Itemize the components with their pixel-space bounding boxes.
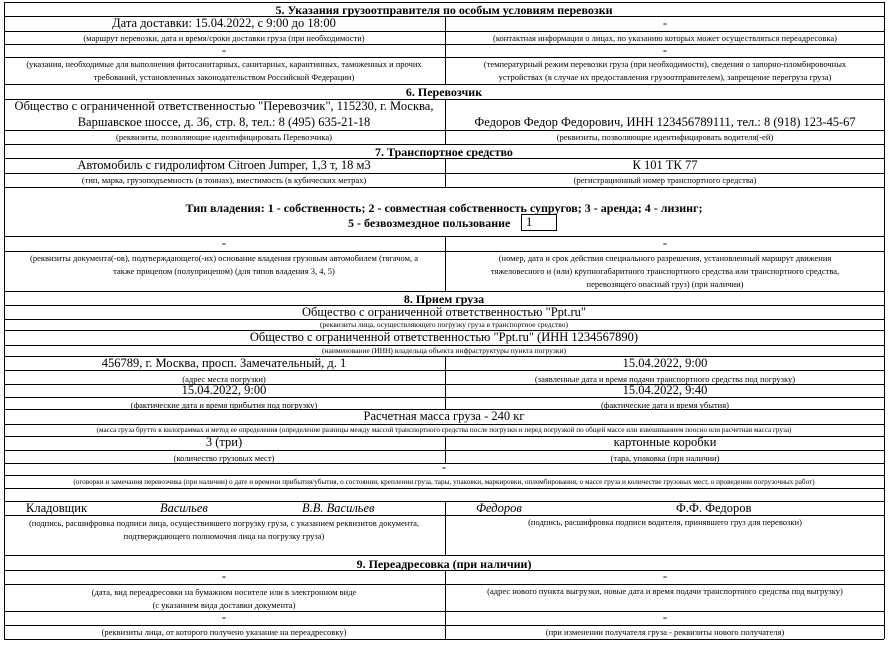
facility-owner-value: Общество с ограниченной ответственностью "Ppt.ru" (ИНН 1234567890) [249,330,639,344]
cargo-places-caption: (количество грузовых мест) [173,453,275,463]
declared-datetime-value: 15.04.2022, 9:00 [622,356,708,370]
special-permit-caption-line: перевозящего опасный груз) (при наличии) [586,279,744,289]
instructions-caption-line: (указания, необходимые для выполнения фитосанитарных, санитарных, карантинных, таможенных и прочих [26,59,422,69]
vehicle-value: Автомобиль с гидролифтом Citroen Jumper, 1,3 т, 18 м3 [77,158,371,172]
carrier-remarks-value: - [441,460,447,474]
column-divider [445,501,446,555]
readdressing-caption-line: (дата, вид переадресовки на бумажном носителе или в электронном виде [91,587,357,597]
divider [4,31,884,32]
column-divider [445,356,446,409]
contact-caption: (контактная информация о лицах, по указанию которых может осуществляться переадресовка) [493,33,837,43]
temperature-caption-line: (температурный режим перевозки груза (при необходимости), сведения о запорно-пломбировочных [483,59,847,69]
loader-caption: (реквизиты лица, осуществляющего погрузку груза в транспортное средство) [320,320,568,329]
column-divider [445,570,446,639]
declared-datetime-caption: (заявленные дата и время подачи транспортного средства под погрузку) [534,374,796,384]
departure-datetime-caption: (фактические дата и время убытия) [601,400,729,410]
section-7-title: 7. Транспортное средство [375,145,513,159]
section-8-title: 8. Прием груза [403,292,485,306]
divider [4,370,884,371]
readdressing-caption [4,586,444,612]
temperature-value: - [662,43,668,57]
new-unloading-address-value: - [662,569,668,583]
carrier-line-1: Общество с ограниченной ответственностью "Перевозчик", 115230, г. Москва, [14,99,434,113]
instructing-person-value: - [221,610,227,624]
carrier-caption: (реквизиты, позволяющие идентифицировать Перевозчика) [116,132,332,142]
instructions-value: - [221,43,227,57]
route-caption: (маршрут перевозки, дата и время/сроки доставки груза (при необходимости) [83,33,365,43]
divider [4,130,884,131]
arrival-datetime-value: 15.04.2022, 9:00 [181,383,267,397]
loader-signature: Васильев [160,501,208,515]
carrier-remarks-caption: (оговорки и замечания перевозчика (при наличии) о дате и времени прибытия/убытия, о состоянии, креплении груза, тары, упаковки, маркировки, опломбирования, о массе груза и количестве грузовых мест, о проведении погрузочных работ) [73,478,815,486]
new-recipient-value: - [662,610,668,624]
loader-signature-caption-line: подтверждающего полномочия лица на погрузку груза) [123,531,325,541]
driver-signature: Федоров [476,501,522,515]
arrival-datetime-caption: (фактические дата и время прибытия под погрузку) [130,400,318,410]
departure-datetime-value: 15.04.2022, 9:40 [622,383,708,397]
divider [4,475,884,476]
special-permit-caption [446,252,884,291]
special-permit-caption-line: (номер, дата и срок действия специального разрешения, установленный маршрут движения [498,253,832,263]
form-bottom-border [4,639,884,640]
packaging-caption: (тара, упаковка (при наличии) [610,453,720,463]
ownership-type-line-2: 5 - безвозмездное пользование [348,216,511,230]
vehicle-caption: (тип, марка, грузоподъемность (в тоннах), вместимость (в кубических метрах) [81,175,367,185]
cargo-places-value: 3 (три) [205,435,243,449]
driver-signature-name: Ф.Ф. Федоров [676,501,752,515]
loader-position: Кладовщик [26,501,88,515]
instructions-caption [4,58,444,84]
loader-signature-caption [4,517,444,543]
loading-address-caption: (адрес места погрузки) [182,374,266,384]
column-divider [445,436,446,463]
divider [4,515,884,516]
column-divider [445,99,446,144]
section-5-title: 5. Указания грузоотправителя по особым условиям перевозки [275,3,613,17]
special-permit-caption-line: тяжеловесного и (или) крупногабаритного транспортного средства или транспортного средства, [490,266,840,276]
form-right-border [884,2,885,639]
new-recipient-caption: (при изменении получателя груза - реквизиты нового получателя) [545,627,785,637]
divider [4,488,884,489]
cargo-mass-value: Расчетная масса груза - 240 кг [363,409,525,423]
column-divider [445,236,446,291]
carrier-line-2: Варшавское шоссе, д. 36, стр. 8, тел.: 8 (495) 635-21-18 [77,115,371,129]
divider [4,555,884,556]
loading-address-value: 456789, г. Москва, просп. Замечательный, д. 1 [101,356,347,370]
divider [4,450,884,451]
plate-caption: (регистрационный номер транспортного средства) [573,175,757,185]
ownership-docs-value: - [221,236,227,250]
driver-signature-caption: (подпись, расшифровка подписи водителя, принявшего груз для перевозки) [528,517,802,527]
divider [4,424,884,425]
ownership-type-value: 1 [526,215,533,229]
readdressing-caption-line: (с указанием вида доставки документа) [152,600,296,610]
section-6-title: 6. Перевозчик [405,85,483,99]
divider [4,397,884,398]
column-divider [445,16,446,84]
divider [4,625,884,626]
packaging-value: картонные коробки [613,435,717,449]
new-unloading-address-caption: (адрес нового пункта выгрузки, новые дата и время подачи транспортного средства под выгрузку) [487,586,843,596]
loader-signature-name: В.В. Васильев [302,501,375,515]
facility-owner-caption: (наименование (ИНН) владельца объекта инфраструктуры пункта погрузки) [321,346,566,355]
instructing-person-caption: (реквизиты лица, от которого получено указание на переадресовку) [101,627,347,637]
ownership-docs-caption [4,252,444,278]
driver-caption: (реквизиты, позволяющие идентифицировать водителя(-ей) [556,132,774,142]
delivery-date-value: Дата доставки: 15.04.2022, с 9:00 до 18:00 [112,16,336,30]
readdressing-value: - [221,569,227,583]
column-divider [445,158,446,187]
divider [4,584,884,585]
cargo-mass-caption: (масса груза брутто в килограммах и метод ее определения (определение разницы между массой транспортного средства после погрузки и перед погрузкой по общей массе или взвешиванием поосно или расчетная масса груза) [96,426,792,434]
section-9-title: 9. Переадресовка (при наличии) [356,557,532,571]
plate-value: К 101 ТК 77 [632,158,698,172]
contact-info-value: - [662,16,668,30]
temperature-caption-line: устройствах (в случае их предоставления грузоотправителем), запрещение перегруза груза) [498,72,832,82]
driver-value: Федоров Федор Федорович, ИНН 123456789111, тел.: 8 (918) 123-45-67 [474,115,856,129]
ownership-type-line-1: Тип владения: 1 - собственность; 2 - совместная собственность супругов; 3 - аренда; 4 - лизинг; [185,201,703,215]
divider [4,187,884,188]
ownership-docs-caption-line: также прицепом (полуприцепом) (для типов владения 3, 4, 5) [113,266,335,276]
instructions-caption-line: требований, установленных законодательством Российской Федерации) [93,72,355,82]
temperature-caption [446,58,884,84]
loader-signature-caption-line: (подпись, расшифровка подписи лица, осуществившего погрузку груза, с указанием реквизитов документа, [28,518,420,528]
divider [4,173,884,174]
ownership-docs-caption-line: (реквизиты документа(-ов), подтверждающего(-их) основание владения грузовым автомобилем (тягачом, а [30,253,418,263]
divider [4,501,884,502]
loader-value: Общество с ограниченной ответственностью "Ppt.ru" [301,305,587,319]
special-permit-value: - [662,236,668,250]
